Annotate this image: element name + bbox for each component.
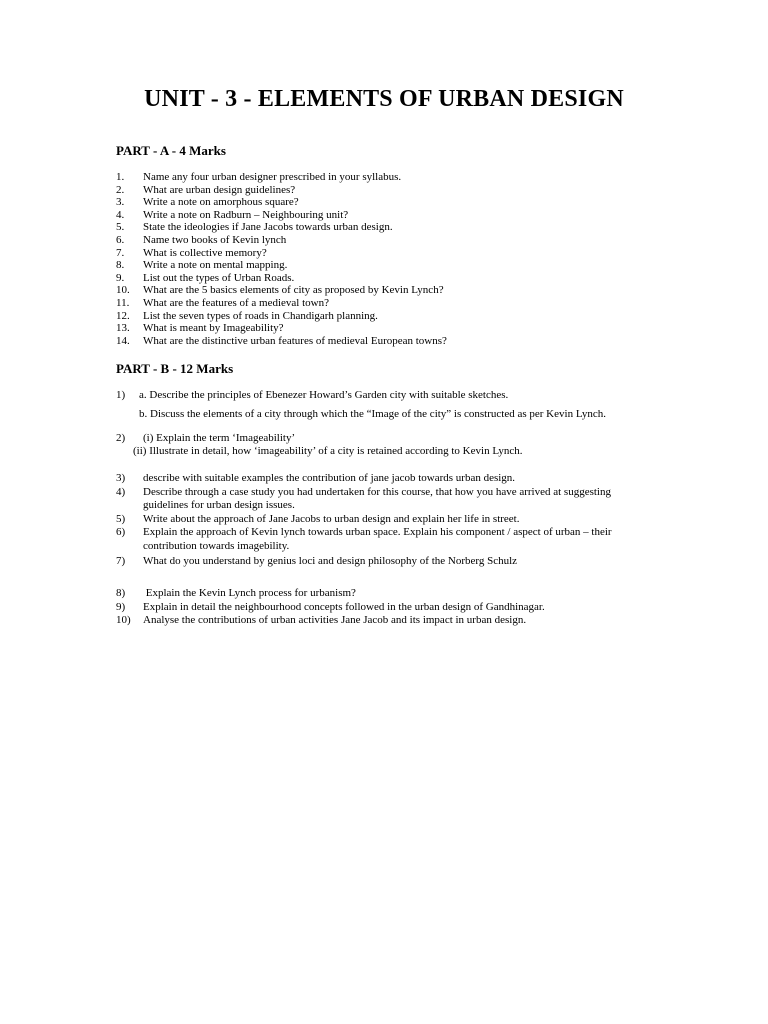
item-text: Explain the approach of Kevin lynch towards urban space. Explain his component / aspect of urban – their contribution towards imagebility. bbox=[143, 526, 612, 552]
part-b-list-1 bbox=[116, 472, 653, 569]
item-number: 11. bbox=[116, 296, 130, 309]
item-number: 10. bbox=[116, 284, 130, 297]
list-item bbox=[116, 614, 653, 628]
question-1b: b. Discuss the elements of a city through which the “Image of the city” is constructed as per Kevin Lynch. bbox=[139, 408, 607, 420]
item-text: Write a note on amorphous square? bbox=[143, 196, 299, 209]
item-number: 6. bbox=[116, 233, 125, 246]
list-item bbox=[116, 259, 447, 272]
list-item bbox=[116, 221, 447, 234]
question-2i: (i) Explain the term ‘Imageability’ bbox=[143, 432, 296, 444]
list-item bbox=[116, 526, 653, 553]
list-item bbox=[116, 310, 447, 323]
list-item bbox=[116, 284, 447, 297]
item-text: List out the types of Urban Roads. bbox=[143, 271, 295, 284]
item-text: describe with suitable examples the contribution of jane jacob towards urban design. bbox=[143, 472, 516, 484]
item-number: 9) bbox=[116, 600, 126, 613]
item-text: Explain the Kevin Lynch process for urbanism? bbox=[143, 587, 356, 599]
item-text: What are the features of a medieval town? bbox=[143, 296, 329, 309]
list-item bbox=[116, 209, 447, 222]
item-text: Write about the approach of Jane Jacobs to urban design and explain her life in street. bbox=[143, 512, 520, 525]
part-a-heading: PART - A - 4 Marks bbox=[116, 143, 226, 158]
item-number: 10) bbox=[116, 614, 131, 626]
item-text: What are the 5 basics elements of city as proposed by Kevin Lynch? bbox=[143, 284, 444, 297]
list-item bbox=[116, 297, 447, 310]
item-text: Name two books of Kevin lynch bbox=[143, 233, 287, 246]
list-item bbox=[116, 272, 447, 285]
item-number: 12. bbox=[116, 309, 130, 322]
list-item bbox=[116, 171, 447, 184]
item-number: 5) bbox=[116, 512, 126, 525]
item-text: List the seven types of roads in Chandigarh planning. bbox=[143, 309, 378, 322]
item-number: 7. bbox=[116, 246, 125, 259]
part-b-list-2 bbox=[116, 587, 653, 628]
item-number: 9. bbox=[116, 271, 125, 284]
item-number: 7) bbox=[116, 555, 126, 567]
list-item bbox=[116, 555, 653, 569]
item-number: 8) bbox=[116, 587, 126, 599]
list-item bbox=[116, 234, 447, 247]
item-text: What are the distinctive urban features of medieval European towns? bbox=[143, 334, 447, 347]
page-title: UNIT - 3 - ELEMENTS OF URBAN DESIGN bbox=[144, 86, 624, 112]
list-item bbox=[116, 601, 653, 615]
item-number: 5. bbox=[116, 221, 125, 234]
item-text: What is collective memory? bbox=[143, 246, 267, 259]
list-item bbox=[116, 196, 447, 209]
list-item bbox=[116, 184, 447, 197]
list-item bbox=[116, 587, 653, 601]
question-2ii: (ii) Illustrate in detail, how ‘imageability’ of a city is retained according to Kevin Lynch. bbox=[133, 445, 523, 457]
item-number: 2. bbox=[116, 183, 125, 196]
item-number: 14. bbox=[116, 334, 130, 347]
question-number: 2) bbox=[116, 432, 126, 444]
item-text: State the ideologies if Jane Jacobs towards urban design. bbox=[143, 221, 393, 234]
item-number: 4) bbox=[116, 485, 126, 498]
part-a-list bbox=[116, 171, 447, 347]
question-number: 1) bbox=[116, 389, 126, 401]
list-item bbox=[116, 472, 653, 486]
list-item bbox=[116, 322, 447, 335]
item-number: 13. bbox=[116, 322, 130, 335]
item-text: What is meant by Imageability? bbox=[143, 322, 284, 335]
list-item bbox=[116, 247, 447, 260]
question-1a: a. Describe the principles of Ebenezer Howard’s Garden city with suitable sketches. bbox=[139, 389, 509, 401]
list-item bbox=[116, 513, 653, 527]
item-text: What do you understand by genius loci and design philosophy of the Norberg Schulz bbox=[143, 555, 518, 567]
item-text: Name any four urban designer prescribed in your syllabus. bbox=[143, 171, 402, 183]
item-text: Explain in detail the neighbourhood concepts followed in the urban design of Gandhinagar. bbox=[143, 600, 545, 613]
item-text: Write a note on Radburn – Neighbouring unit? bbox=[143, 208, 349, 221]
item-number: 1. bbox=[116, 171, 125, 183]
item-text: Describe through a case study you had undertaken for this course, that how you have arrived at suggesting guidelines for urban design issues. bbox=[143, 485, 611, 511]
item-text: What are urban design guidelines? bbox=[143, 183, 296, 196]
item-number: 4. bbox=[116, 208, 125, 221]
item-number: 3) bbox=[116, 472, 126, 484]
item-number: 8. bbox=[116, 259, 125, 272]
list-item bbox=[116, 335, 447, 348]
item-text: Analyse the contributions of urban activities Jane Jacob and its impact in urban design. bbox=[143, 614, 527, 626]
item-number: 3. bbox=[116, 196, 125, 209]
part-b-heading: PART - B - 12 Marks bbox=[116, 361, 234, 376]
item-number: 6) bbox=[116, 526, 126, 538]
item-text: Write a note on mental mapping. bbox=[143, 259, 288, 272]
list-item bbox=[116, 486, 653, 513]
